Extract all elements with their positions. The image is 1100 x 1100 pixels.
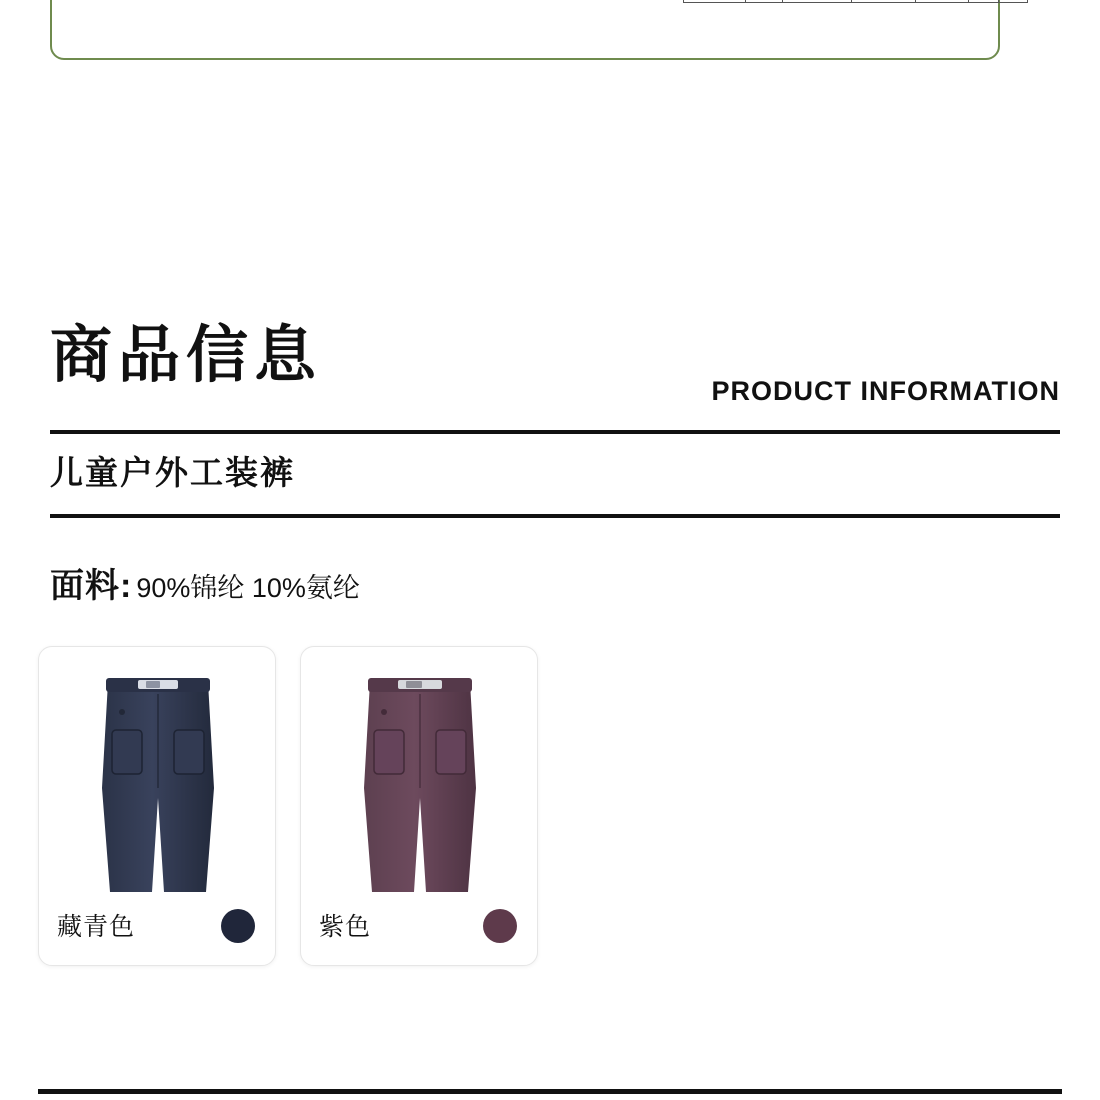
mini-cell-result-value — [969, 0, 998, 3]
page-title-english: PRODUCT INFORMATION — [711, 376, 1060, 406]
table-row — [684, 0, 1028, 3]
cargo-pants-illustration — [340, 668, 500, 898]
fabric-label: 面料: — [50, 567, 133, 605]
product-image-navy — [39, 665, 276, 900]
test-report-region — [0, 0, 1100, 130]
product-information-header — [50, 321, 1060, 415]
fabric-value: 90%锦纶 10%氨纶 — [136, 573, 360, 603]
product-subtitle: 儿童户外工装裤 — [50, 454, 295, 491]
color-card-navy[interactable] — [38, 646, 276, 966]
color-options — [38, 646, 538, 966]
mini-cell-verdict — [998, 0, 1028, 3]
color-card-purple[interactable] — [300, 646, 538, 966]
test-report-thumbnail-table — [683, 0, 1028, 3]
mini-cell-result-label — [915, 0, 969, 3]
color-swatch[interactable] — [221, 909, 255, 943]
divider-footer — [38, 1089, 1062, 1094]
fabric-row — [50, 558, 360, 607]
page-title: 商品信息 — [50, 321, 323, 390]
test-report-card — [50, 0, 1000, 60]
color-name-label: 藏青色 — [57, 913, 136, 941]
color-swatch[interactable] — [483, 909, 517, 943]
mini-cell-color — [745, 0, 782, 3]
divider-bottom — [50, 514, 1060, 518]
mini-cell-name — [684, 0, 746, 3]
cargo-pants-illustration — [78, 668, 238, 898]
mini-cell-standard — [782, 0, 851, 3]
product-image-purple — [301, 665, 538, 900]
mini-cell-requirement — [851, 0, 915, 3]
color-name-label: 紫色 — [319, 913, 372, 941]
divider-top — [50, 430, 1060, 434]
